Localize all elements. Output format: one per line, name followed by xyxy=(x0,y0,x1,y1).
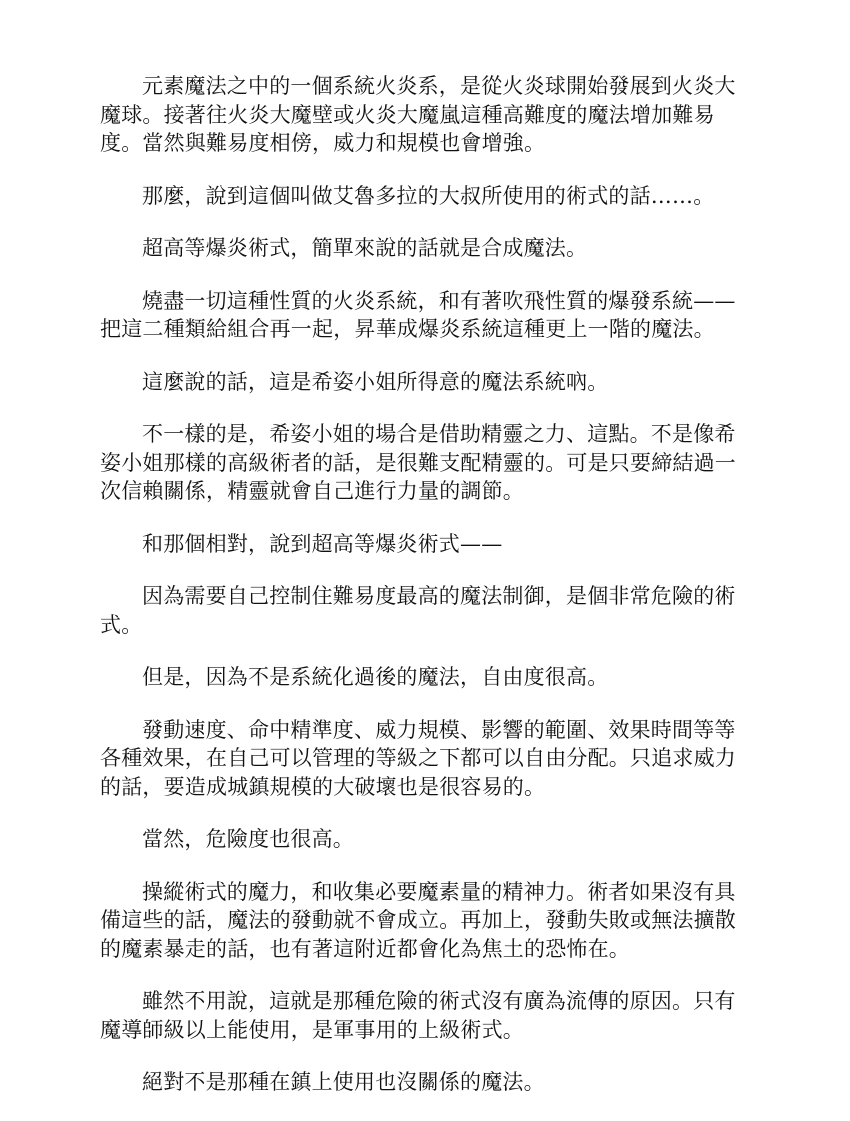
paragraph: 超高等爆炎術式，簡單來說的話就是合成魔法。 xyxy=(142,236,588,260)
paragraph: 因為需要自己控制住難易度最高的魔法制御，是個非常危險的術式。 xyxy=(100,584,736,637)
document-page xyxy=(100,72,756,1121)
paragraph: 元素魔法之中的一個系統火炎系，是從火炎球開始發展到火炎大魔球。接著往火炎大魔壁或火炎大魔嵐這種高難度的魔法增加難易度。當然與難易度相傍，威力和規模也會增強。 xyxy=(100,74,736,155)
paragraph: 發動速度、命中精準度、威力規模、影響的範圍、效果時間等等各種效果，在自己可以管理的等級之下都可以自由分配。只追求威力的話，要造成城鎮規模的大破壞也是很容易的。 xyxy=(100,717,736,799)
paragraph: 這麼說的話，這是希姿小姐所得意的魔法系統吶。 xyxy=(142,369,609,394)
paragraph: 不一樣的是，希姿小姐的場合是借助精靈之力、這點。不是像希姿小姐那樣的高級術者的話，是很難支配精靈的。可是只要締結過一次信賴關係，精靈就會自己進行力量的調節。 xyxy=(100,422,736,503)
paragraph: 當然，危險度也很高。 xyxy=(142,827,354,851)
paragraph: 雖然不用說，這就是那種危險的術式沒有廣為流傳的原因。只有魔導師級以上能使用，是軍事用的上級術式。 xyxy=(100,989,736,1042)
paragraph: 操縱術式的魔力，和收集必要魔素量的精神力。術者如果沒有具備這些的話，魔法的發動就不會成立。再加上，發動失敗或無法擴散的魔素暴走的話，也有著這附近都會化為焦土的恐怖在。 xyxy=(100,879,736,961)
paragraph: 和那個相對，說到超高等爆炎術式—— xyxy=(142,531,503,556)
paragraph: 絕對不是那種在鎮上使用也沒關係的魔法。 xyxy=(142,1070,545,1094)
paragraph: 燒盡一切這種性質的火炎系統，和有著吹飛性質的爆發系統——把這二種類給組合再一起，昇華成爆炎系統這種更上一階的魔法。 xyxy=(100,288,736,341)
paragraph: 那麼，說到這個叫做艾魯多拉的大叔所使用的術式的話……。 xyxy=(142,183,715,208)
paragraph: 但是，因為不是系統化過後的魔法，自由度很高。 xyxy=(142,665,609,689)
